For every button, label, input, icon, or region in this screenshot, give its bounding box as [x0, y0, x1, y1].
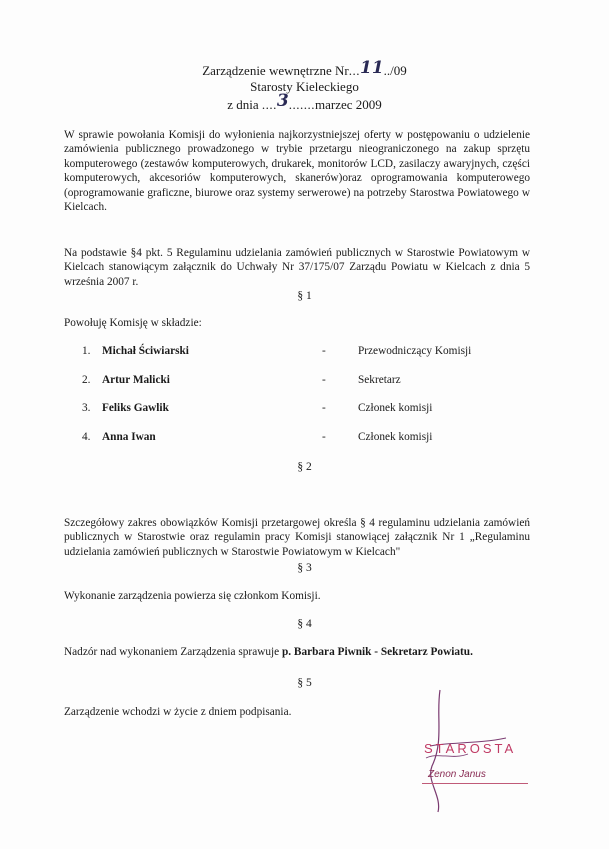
stamp-name: Zenon Janus [428, 769, 486, 780]
stamp-line [422, 783, 528, 784]
member-role: Członek komisji [358, 431, 433, 443]
member-name: Anna Iwan [102, 431, 156, 443]
supervision-prefix: Nadzór nad wykonaniem Zarządzenia sprawuje [64, 646, 280, 658]
header-title-text: Zarządzenie wewnętrzne Nr [202, 63, 349, 78]
supervisor-name: p. Barbara Piwnik - Sekretarz Powiatu. [282, 646, 473, 658]
member-name: Feliks Gawlik [102, 402, 169, 414]
member-number: 4. [82, 431, 91, 443]
section-4-heading: § 4 [297, 618, 312, 630]
member-dash: - [322, 402, 326, 414]
duties-paragraph: Szczegółowy zakres obowiązków Komisji przetargowej określa § 4 regulaminu udzielania zamówień publicznych w Starostwie oraz regulamin pracy Komisji stanowiącej załącznik Nr 1 „Regulaminu udzielania zamówień publicznych w Starostwie Powiatowym w Kielcach" [64, 517, 530, 558]
supervision-text [64, 646, 473, 658]
legal-basis-paragraph: Na podstawie §4 pkt. 5 Regulaminu udzielania zamówień publicznych w Starostwie Powiatowym w Kielcach stanowiącym załącznik do Uchwały Nr 37/175/07 Zarządu Powiatu w Kielcach z dnia 5 września 2007 r. [64, 247, 530, 288]
header-line-2: Starosty Kieleckiego [250, 79, 359, 94]
header-year-suffix: ../09 [383, 63, 407, 78]
date-month-year: marzec 2009 [314, 97, 382, 112]
member-role: Członek komisji [358, 402, 433, 414]
member-dash: - [322, 431, 326, 443]
committee-intro: Powołuję Komisję w składzie: [64, 317, 202, 329]
section-2-heading: § 2 [297, 461, 312, 473]
header-line-3 [0, 91, 609, 113]
section-5-heading: § 5 [297, 677, 312, 689]
member-role: Przewodniczący Komisji [358, 345, 472, 357]
execution-text: Wykonanie zarządzenia powierza się członkom Komisji. [64, 590, 321, 602]
member-dash: - [322, 374, 326, 386]
member-row [82, 345, 522, 361]
member-number: 2. [82, 374, 91, 386]
date-prefix: z dnia [227, 97, 259, 112]
handwritten-number: 11 [359, 58, 384, 78]
member-name: Michał Ściwiarski [102, 345, 189, 357]
stamp-title: STAROSTA [424, 741, 517, 756]
date-dots-2: ....... [288, 97, 315, 112]
intro-paragraph: W sprawie powołania Komisji do wyłonienia najkorzystniejszej oferty w postępowaniu o udzielenie zamówienia publicznego prowadzonego w trybie przetargu nieograniczonego na zakup sprzętu komputerowego (zestawów komputerowych, drukarek, monitorów LCD, zasilaczy awaryjnych, części komputerowych, akcesoriów komputerowych, skanerów)oraz oprogramowania komputerowego (oprogramowanie graficzne, biurowe oraz systemy serwerowe) na potrzeby Starostwa Powiatowego w Kielcach. [64, 129, 530, 214]
member-row [82, 402, 522, 418]
member-row [82, 374, 522, 390]
handwritten-day: 3 [276, 91, 289, 111]
member-dash: - [322, 345, 326, 357]
header-line-1 [0, 58, 609, 79]
section-1-heading: § 1 [297, 290, 312, 302]
member-row [82, 431, 522, 447]
date-dots-1: .... [261, 97, 277, 112]
member-number: 1. [82, 345, 91, 357]
member-number: 3. [82, 402, 91, 414]
effective-text: Zarządzenie wchodzi w życie z dniem podpisania. [64, 706, 292, 718]
member-role: Sekretarz [358, 374, 401, 386]
member-name: Artur Malicki [102, 374, 170, 386]
section-3-heading: § 3 [297, 562, 312, 574]
header-dots: ... [348, 63, 360, 78]
